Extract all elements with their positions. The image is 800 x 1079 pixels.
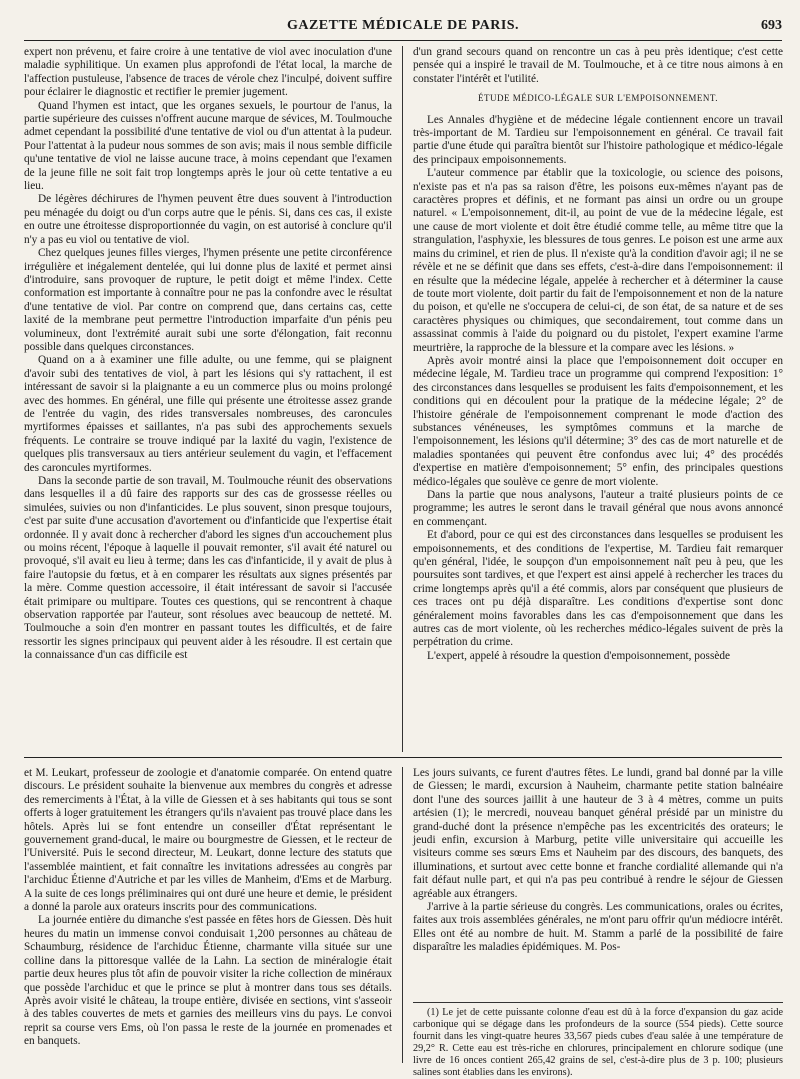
paragraph: expert non prévenu, et faire croire à une tentative de viol avec inoculation d'une maladie syphilitique. Un examen plus approfondi de l'état local, la marche de l'affection pustuleuse, l'absence de traces de vérole chez l'inculpé, doivent suffire pour éclairer le diagnostic et rectifier le premier jugement. bbox=[24, 46, 392, 99]
paragraph: et M. Leukart, professeur de zoologie et d'anatomie comparée. On entend quatre discours. Le président souhaite la bienvenue aux membres du congrès et adresse des remerciments à l'État, à la ville de Giessen et à ses habitants qui tous se sont offerts à loger gratuitement les étrangers qu'ils n'avaient pas trouvé place dans les hôtels. Après lui se font entendre un conseiller d'État représentant le gouvernement grand-ducal, le maire ou bourgmestre de Giessen, et le recteur de l'Université. Puis le second directeur, M. Leukart, donne lecture des statuts que l'assemblée maintient, et fait connaître les invitations adressées au congrès par l'archiduc Étienne d'Autriche et par les villes de Manheim, d'Ems et de Marburg. A la suite de ces longs préliminaires qui ont duré une heure et demie, le président a donné la parole aux orateurs inscrits pour des communications. bbox=[24, 767, 392, 914]
paragraph: L'expert, appelé à résoudre la question d'empoisonnement, possède bbox=[427, 649, 731, 662]
paragraph: d'un grand secours quand on rencontre un cas à peu près identique; c'est cette pensée qui a inspiré le travail de M. Toulmouche, et à ce titre nous aimons à en constater l'intérêt et l'utilité. bbox=[413, 46, 783, 85]
paragraph: Et d'abord, pour ce qui est des circonstances dans lesquelles se produisent les empoisonnements, et des conditions de l'expertise, M. Tardieu fait remarquer qu'en général, l'idée, le soupçon d'un empoisonnement naît peu à peu, que les poursuites sont tardives, et que l'expert est ainsi appelé à rechercher les traces du crime longtemps après qu'il a été commis, alors par conséquent que plusieurs de ces traces ont pu déjà disparaître. Les conditions d'expertise sont donc généralement moins favorables dans les cas d'empoisonnement que dans les autres cas de mort violente, où les recherches médico-légales suivent de près la perpétration du crime. bbox=[413, 529, 783, 649]
footnote-text: (1) Le jet de cette puissante colonne d'eau est dû à la force d'expansion du gaz acide carbonique qui se dégage dans les profondeurs de la source (554 pieds). Cette source fournit dans les vingt-quatre heures 33,567 pieds cubes d'eau salée à une température de 29,2° R. Cette eau est très-riche en chlorures, principalement en chlorure sodique (une livre de 16 onces contient 265,42 grains de sel, c'est-à-dire plus de 3 p. 100; plusieurs salines sont établies dans les environs). bbox=[413, 1007, 783, 1078]
paragraph: La journée entière du dimanche s'est passée en fêtes hors de Giessen. Dès huit heures du matin un immense convoi conduisait 1,200 personnes au château de Schaumburg, résidence de l'archiduc Étienne, charmante villa située sur une colline dans la pittoresque vallée de la Lahn. La section de minéralogie était partie deux heures plus tôt afin de pouvoir visiter la riche collection de minéraux que possède l'archiduc et que le prince se plut à montrer dans tous ses détails. Après avoir visité le château, la troupe entière, divisée en sections, vint s'asseoir à des tables couvertes de mets et garnies des meilleurs vins du pays. Le convoi reprit sa course vers Ems, où l'on passa le reste de la journée en promenades et en banquets. bbox=[24, 914, 392, 1048]
paragraph: Dans la partie que nous analysons, l'auteur a traité plusieurs points de ce programme; les autres le seront dans le travail général que nous avons annoncé en commençant. bbox=[413, 489, 783, 528]
paragraph: Dans la seconde partie de son travail, M. Toulmouche réunit des observations dans lesquelles il a dû faire des rapports sur des cas de grossesse réelles ou simulées, suivies ou non d'infanticides. Le plus souvent, sinon presque toujours, c'est par suite d'une accusation d'avortement ou d'infanticide que l'expertise était ordonnée. Il y avait donc à rechercher d'abord les signes d'un accouchement plus ou moins récent, l'époque à laquelle il pouvait remonter, s'il avait été naturel ou provoqué, s'il avait eu lieu à terme; dans les cas d'infanticide, il y avait de plus à faire l'autopsie du fœtus, et à en comparer les résultats aux signes présentés par la mère. Comme question accessoire, il était intéressant de savoir si l'accusée était primipare ou multipare. Toutes ces questions, qui se rencontrent à chaque observation rapportée par l'auteur, sont résolues avec beaucoup de netteté. M. Toulmouche a soin d'en montrer en passant toutes les difficultés, et de faire ressortir les signes principaux qui peuvent aider à les résoudre. Il est certain que la connaissance d'un cas difficile est bbox=[24, 475, 392, 662]
journal-title: GAZETTE MÉDICALE DE PARIS. bbox=[286, 18, 520, 33]
header-rule bbox=[24, 40, 782, 41]
paragraph: Après avoir montré ainsi la place que l'empoisonnement doit occuper en médecine légale, M. Tardieu trace un programme qui comprend l'exposition: 1° des circonstances dans lesquelles se produisent les faits d'empoisonnement, et les conditions qui en découlent pour la pratique de la médecine légale; 2° de l'histoire générale de l'empoisonnement comprenant le mode d'action des substances vénéneuses, les symptômes communs et la marche de l'empoisonnement, les lésions qu'il détermine; 3° des cas de mort naturelle et de maladies spontanées qui peuvent être confondus avec lui; 4° des procédés d'expertise en matière d'empoisonnement; 5° enfin, des principales questions médico-légales que soulève ce genre de mort violente. bbox=[413, 354, 783, 488]
column-right-bottom bbox=[413, 767, 783, 997]
paragraph: De légères déchirures de l'hymen peuvent être dues souvent à l'introduction peu ménagée du doigt ou d'un corps autre que le pénis. Si, dans ces cas, il existe en outre une étroitesse disproportionnée du vagin, on est autorisé à conclure qu'il n'y a pas eu viol ou tentative de viol. bbox=[24, 193, 392, 246]
column-divider bbox=[402, 767, 403, 1063]
paragraph: J'arrive à la partie sérieuse du congrès. Les communications, orales ou écrites, faites aux trois assemblées générales, ne m'ont paru offrir qu'un médiocre intérêt. Elles ont été au nombre de huit. M. Stamm a parlé de la possibilité de faire disparaître les maladies épidémiques. M. Pos- bbox=[413, 901, 783, 954]
section-title: ÉTUDE MÉDICO-LÉGALE SUR L'EMPOISONNEMENT. bbox=[478, 93, 718, 104]
paragraph: Les Annales d'hygiène et de médecine légale contiennent encore un travail très-important de M. Tardieu sur l'empoisonnement en général. Ce travail fait partie d'une étude qui paraîtra bientôt sur l'histoire pathologique et médico-légale des principaux empoisonnements. bbox=[413, 113, 783, 166]
paragraph: Chez quelques jeunes filles vierges, l'hymen présente une petite circonférence irrégulière et inégalement dentelée, qui lui donne plus de laxité et permet ainsi d'introduire, sans provoquer de rupture, le petit doigt et même l'index. Cette conformation est importante à connaître pour ne pas la confondre avec le résultat d'une tentative de viol. Par contre on comprend que, dans certains cas, cette laxité de la membrane peut permettre l'introduction imparfaite d'un pénis peu volumineux, dont l'extrémité aurait subi une sorte d'élongation, fait reconnu possible dans quelques circonstances. bbox=[24, 247, 392, 353]
paragraph: L'auteur commence par établir que la toxicologie, ou science des poisons, n'existe pas et n'a pas sa raison d'être, les poisons eux-mêmes n'ayant pas de caractères propres et définis, et ne formant pas ainsi un ordre ou un groupe naturel. « L'empoisonnement, dit-il, au point de vue de la médecine légale, est une cause de mort violente et doit être étudié comme telle, au même titre que la strangulation, l'asphyxie, les blessures de tous genres. Le poison est une arme aux mains du criminel, et rien de plus. Il n'existe qu'à la condition d'avoir agi; il ne se révèle et ne se définit que dans ses effets, c'est-à-dire dans l'empoisonnement: il en résulte que la médecine légale, appelée à rechercher et à déterminer la cause de toute mort violente, doit partir du fait de l'empoisonnement et non de la nature du poison, et qu'elle ne s'occupera de celui-ci, de son état, de sa nature et de ses caractères physiques ou chimiques, que secondairement, tout comme dans un assassinat commis à l'aide du poignard ou du pistolet, l'expert examine l'arme meurtrière, la rapproche de la blessure et la compare avec les lésions. » bbox=[413, 167, 783, 354]
column-left-bottom bbox=[24, 767, 392, 1063]
column-right-top bbox=[413, 46, 783, 752]
paragraph: Quand l'hymen est intact, que les organes sexuels, le pourtour de l'anus, la partie supérieure des cuisses n'offrent aucune marque de sévices, M. Toulmouche admet cependant la possibilité d'une tentative de viol ou d'un attentat à la pudeur. Pour l'attentat à la pudeur nous sommes de son avis; mais il nous semble difficile qu'une tentative de viol ne laisse aucune trace, à moins cependant que l'examen de la jeune fille ne soit fait trop longtemps après le jour où cette tentative a eu lieu. bbox=[24, 99, 392, 193]
footnote bbox=[413, 1007, 783, 1078]
paragraph: Quand on a à examiner une fille adulte, ou une femme, qui se plaignent d'avoir subi des tentatives de viol, à part les lésions qui s'y rattachent, il est intéressant de savoir si la plaignante a eu un commerce plus ou moins prolongé avec des hommes. En général, une fille qui présente une étroitesse assez grande de l'entrée du vagin, des rides transversales nombreuses, des caroncules myrtiformes épaisses et saillantes, n'a pas subi des approchements sexuels fréquents. Le contraire se trouve indiqué par la laxité du vagin, l'existence de quelques plis transversaux au tiers antérieur seulement du vagin, et l'effacement des caroncules myrtiformes. bbox=[24, 354, 392, 474]
footnote-rule bbox=[413, 1002, 783, 1003]
page-header bbox=[24, 18, 782, 36]
section-rule bbox=[24, 757, 782, 758]
column-divider bbox=[402, 46, 403, 752]
paragraph: Les jours suivants, ce furent d'autres fêtes. Le lundi, grand bal donné par la ville de Giessen; le mardi, excursion à Nauheim, charmante petite station balnéaire dont l'une des sources jaillit à une hauteur de 3 à 4 mètres, comme un puits artésien (1); le mercredi, nouveau banquet général présidé par un ministre du grand-duché dont la présence n'empêche pas les excentricités des orateurs; le jeudi enfin, excursion à Marburg, petite ville universitaire qui accueille les visiteurs comme ses sœurs Ems et Nauheim par des discours, des banquets, des illuminations, et surtout avec cette bonne et franche cordialité allemande qui n'a fait défaut nulle part, et qui n'a pas peu contribué à rendre le séjour de Giessen agréable aux étrangers. bbox=[413, 767, 783, 900]
page-number: 693 bbox=[761, 18, 782, 33]
column-left-top bbox=[24, 46, 392, 752]
